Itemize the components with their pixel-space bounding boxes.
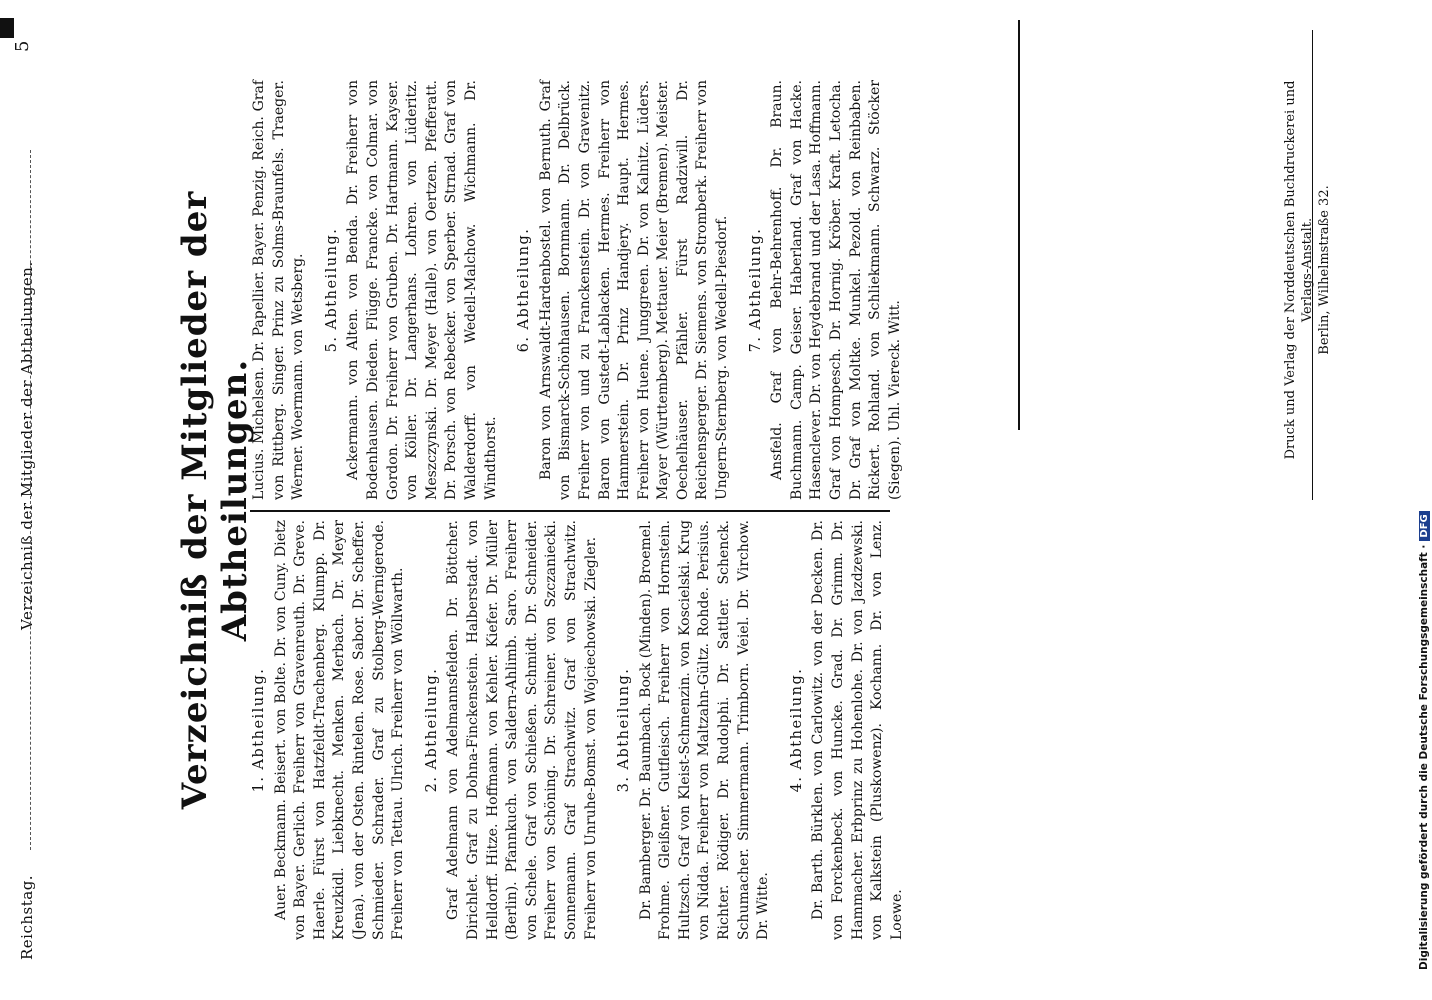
section-heading: 7. Abtheilung.: [747, 227, 764, 353]
right-column: [250, 80, 919, 500]
running-head-left: Reichstag.: [18, 874, 36, 960]
section-4-continued: [250, 80, 309, 500]
section-4: [788, 520, 908, 940]
running-head: [12, 40, 42, 960]
imprint-line-1: Druck und Verlag der Norddeutschen Buchdruckerei und Verlags-Anstalt.: [1283, 80, 1315, 460]
section-members: Ansfeld. Graf von Behr-Behrenhoff. Dr. Braun. Buchmann. Camp. Geiser. Haberland. Graf von Hacke. Hasenclever. Dr. von Heydebrand und der Lasa. Hoffmann. Graf von Hompesch. Dr. Hornig. Kröber. Kraft. Letocha. Dr. Graf von Moltke. Munkel. Pezold. von Reinbaben. Rickert. Rohland. von Schliekmann. Schwarz. Stöcker (Siegen). Uhl. Viereck. Witt.: [769, 80, 903, 500]
section-3: [615, 520, 774, 940]
section-members: Dr. Barth. Bürklen. von Carlowitz. von der Decken. Dr. von Forckenbeck. von Huncke. Grad. Dr. Grimm. Dr. Hammacher. Erbprinz zu Hohenlohe. Dr. von Jazdzewski. von Kalkstein (Pluskowenz). Kochann. Dr. von Lenz. Loewe.: [810, 520, 905, 940]
column-divider: [250, 510, 890, 512]
separator-rule: [1018, 20, 1020, 430]
section-heading: 5. Abtheilung.: [323, 227, 340, 353]
section-2: [423, 520, 601, 940]
sponsor-text: Digitalisierung gefördert durch die Deutsche Forschungsgemeinschaft ·: [1418, 544, 1430, 970]
section-members: Lucius. Michelsen. Dr. Papellier. Bayer. Penzig. Reich. Graf von Rittberg. Singer. Prinz zu Solms-Braunfels. Traeger. Werner. Woermann. von Wetsberg.: [251, 80, 307, 500]
section-members: Ackermann. von Alten. von Benda. Dr. Freiherr von Bodenhausen. Dieden. Flügge. Francke. von Colmar. von Gordon. Dr. Freiherr von Gruben. Dr. Hartmann. Kayser. von Köller. Dr. Langerhans. Lohren. von Lüderitz. Meszczynski. Dr. Meyer (Halle). von Oertzen. Pfefferatt. Dr. Porsch. von Rebecker. von Sperber. Strnad. Graf von Walderdorff. von Wedell-Malchow. Wichmann. Dr. Windthorst.: [345, 80, 499, 500]
section-1: [250, 520, 409, 940]
corner-scan-mark: [0, 18, 14, 38]
printer-imprint: [1282, 60, 1333, 480]
section-5: [323, 80, 501, 500]
section-heading: 2. Abtheilung.: [423, 667, 440, 793]
digitization-credit: [1418, 10, 1430, 970]
section-members: Baron von Arnswaldt-Hardenbostel. von Bernuth. Graf von Bismarck-Schönhausen. Bornmann. Dr. Delbrück. Freiherr von und zu Franckenstein. Dr. von Gravenitz. Baron von Gustedt-Lablacken. Hermes. Freiherr von Hammerstein. Dr. Prinz Handjery. Haupt. Hermes. Freiherr von Huene. Junggreen. Dr. von Kalnitz. Lüders. Mayer (Württemberg). Mettauer. Meier (Bremen). Meister. Oechelhäuser. Pfähler. Fürst Radziwill. Dr. Reichensperger. Dr. Siemens. von Stromberk. Freiherr von Ungern-Sternberg. von Wedell-Piesdorf.: [537, 80, 731, 500]
section-heading: 3. Abtheilung.: [616, 667, 633, 793]
section-heading: 1. Abtheilung.: [251, 667, 267, 793]
section-members: Graf Adelmann von Adelmannsfelden. Dr. Böttcher. Dirichlet. Graf zu Dohna-Finckenstein. Halberstadt. von Helldorff. Hitze. Hoffmann. von Kehler. Kiefer. Dr. Müller (Berlin). Pfannkuch. von Saldern-Ahlimb. Saro. Freiherr von Schele. Graf von Schießen. Schmidt. Dr. Schneider. Freiherr von Schöning. Dr. Schreiner. von Szczaniecki. Sonnemann. Graf Strachwitz. Graf von Strachwitz. Freiherr von Unruhe-Bomst. von Wojciechowski. Ziegler.: [445, 520, 599, 940]
section-members: Auer. Beckmann. Beisert. von Bolte. Dr. von Cuny. Dietz von Bayer. Gerlich. Freiherr von Gravenreuth. Dr. Greve. Haerle. Fürst von Hatzfeldt-Trachenberg. Klumpp. Dr. Kreuzkidl. Liebknecht. Menken. Merbach. Dr. Meyer (Jena). von der Osten. Rintelen. Rose. Sabor. Dr. Scheffer. Schmieder. Schrader. Graf zu Stolberg-Wernigerode. Freiherr von Tettau. Ulrich. Freiherr von Wöllwarth.: [272, 520, 407, 940]
section-7: [747, 80, 906, 500]
left-column: [250, 520, 921, 940]
page-title: Verzeichniß der Mitglieder der Abtheilungen.: [175, 190, 255, 810]
running-head-center: Verzeichniß der Mitglieder der Abtheilungen.: [18, 261, 36, 630]
section-members: Dr. Bamberger. Dr. Baumbach. Bock (Minden). Broemel. Frohme. Gleißner. Gutfleisch. Freiherr von Hornstein. Hultzsch. Graf von Kleist-Schmenzin. von Koscielski. Krug von Nidda. Freiherr von Maltzahn-Gültz. Rohde. Perisius. Richter. Rödiger. Dr. Rudolphi. Dr. Sattler. Schenck. Schumacher. Simmermann. Trimborn. Veiel. Dr. Virchow. Dr. Witte.: [637, 520, 772, 940]
section-heading: 4. Abtheilung.: [788, 667, 805, 793]
section-heading: 6. Abtheilung.: [516, 227, 533, 353]
section-6: [515, 80, 733, 500]
header-dashed-rule: [30, 150, 31, 850]
dfg-logo-badge: DFG: [1419, 511, 1430, 540]
page-number: 5: [12, 40, 33, 52]
imprint-line-2: Berlin, Wilhelmstraße 32.: [1317, 185, 1332, 355]
